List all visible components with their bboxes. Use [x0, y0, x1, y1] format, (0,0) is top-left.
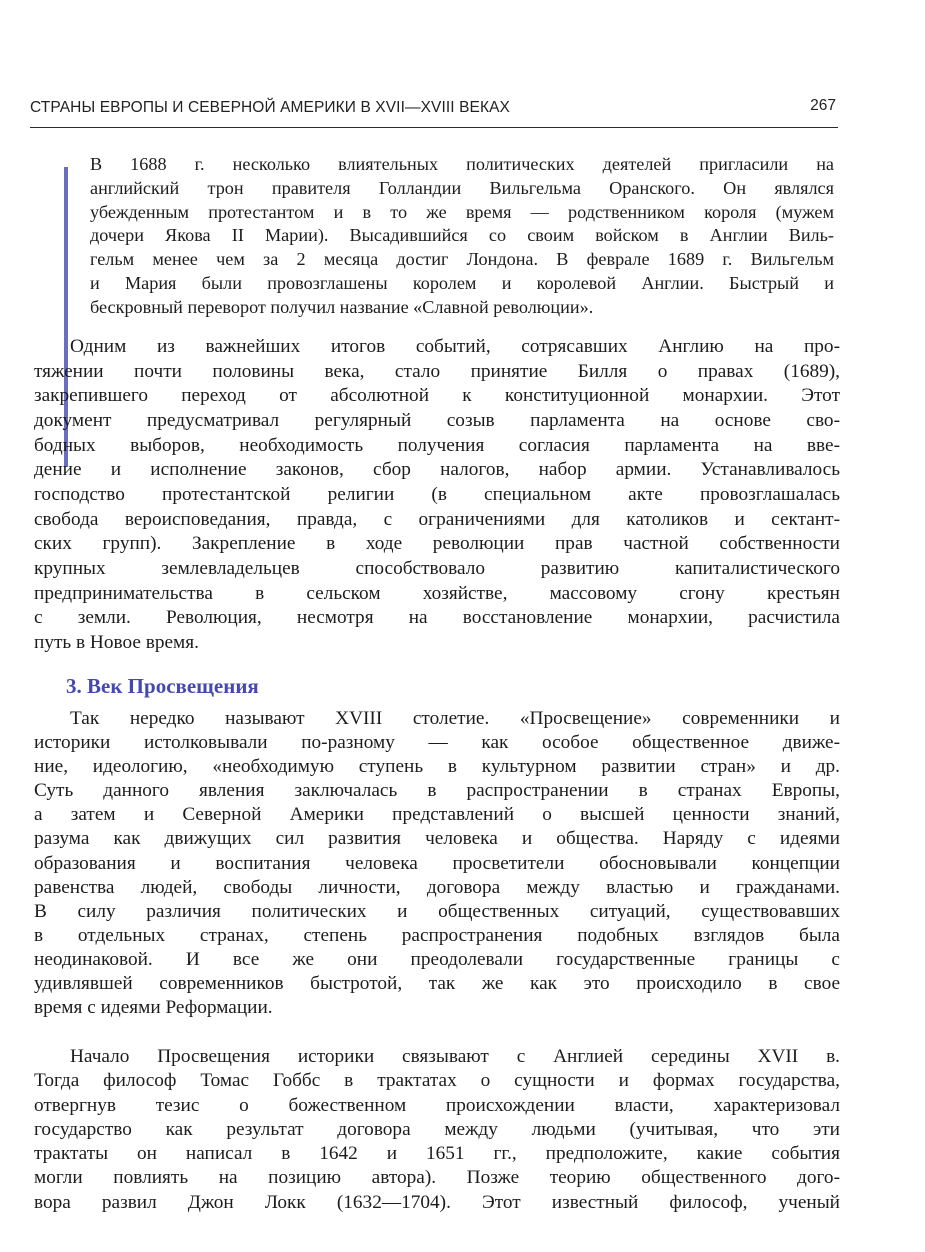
paragraph-line: Так нередко называют XVIII столетие. «Просвещение» современники и — [70, 708, 840, 729]
paragraph-line: историки истолковывали по-разному — как особое общественное движе- — [34, 732, 840, 754]
paragraph-bill-of-rights — [34, 335, 840, 656]
aside-line: бескровный переворот получил название «Славной революции». — [90, 296, 594, 317]
paragraph-line: крупных землевладельцев способствовало развитию капиталистического — [34, 557, 840, 579]
paragraph-line: бодных выборов, необходимость получения согласия парламента на вве- — [34, 434, 840, 456]
paragraph-line: ние, идеологию, «необходимую ступень в культурном развитии стран» и др. — [34, 756, 840, 778]
paragraph-line: Начало Просвещения историки связывают с Англией середины XVII в. — [70, 1046, 840, 1067]
paragraph-line: предпринимательства в сельском хозяйстве, массовому сгону крестьян — [34, 582, 840, 604]
paragraph-line: удивлявшей современников быстротой, так же как это происходило в свое — [34, 973, 840, 995]
page-number: 267 — [810, 97, 836, 114]
paragraph-line: разума как движущих сил развития человека и общества. Наряду с идеями — [34, 828, 840, 850]
paragraph-line: путь в Новое время. — [34, 631, 199, 653]
paragraph-line: неодинаковой. И все же они преодолевали государственные границы с — [34, 948, 840, 970]
paragraph-line: а затем и Северной Америки представлений о высшей ценности знаний, — [34, 804, 840, 826]
paragraph-line: закрепившего переход от абсолютной к конституционной монархии. Этот — [34, 385, 840, 407]
aside-line: убежденным протестантом и в то же время — родственником короля (мужем — [90, 201, 834, 222]
paragraph-line: Тогда философ Томас Гоббс в трактатах о сущности и формах государства, — [34, 1070, 840, 1092]
paragraph-line: документ предусматривал регулярный созыв парламента на основе сво- — [34, 409, 840, 431]
paragraph-line: вора развил Джон Локк (1632—1704). Этот известный философ, ученый — [34, 1191, 840, 1213]
paragraph-line: могли повлиять на позицию автора). Позже теорию общественного дого- — [34, 1167, 840, 1189]
paragraph-line: ских групп). Закрепление в ходе революции прав частной собственности — [34, 533, 840, 555]
paragraph-line: господство протестантской религии (в специальном акте провозглашалась — [34, 483, 840, 505]
paragraph-line: равенства людей, свободы личности, договора между властью и гражданами. — [34, 876, 840, 898]
paragraph-line: государство как результат договора между людьми (учитывая, что эти — [34, 1118, 840, 1140]
paragraph-enlightenment-origins — [34, 1045, 840, 1215]
aside-line: В 1688 г. несколько влиятельных политических деятелей пригласили на — [90, 154, 834, 174]
running-header-title: СТРАНЫ ЕВРОПЫ И СЕВЕРНОЙ АМЕРИКИ В XVII—XVIII ВЕКАХ — [30, 99, 510, 116]
paragraph-line: с земли. Революция, несмотря на восстановление монархии, расчистила — [34, 607, 840, 629]
aside-line: и Мария были провозглашены королем и королевой Англии. Быстрый и — [90, 272, 834, 293]
aside-line: английский трон правителя Голландии Вильгельма Оранского. Он являлся — [90, 177, 834, 198]
paragraph-line: в отдельных странах, степень распространения подобных взглядов была — [34, 924, 840, 946]
aside-line: гельм менее чем за 2 месяца достиг Лондона. В феврале 1689 г. Вильгельм — [90, 249, 834, 270]
paragraph-line: Суть данного явления заключалась в распространении в странах Европы, — [34, 780, 840, 802]
paragraph-line: свобода вероисповедания, правда, с ограничениями для католиков и сектант- — [34, 508, 840, 530]
paragraph-line: образования и воспитания человека просветители обосновывали концепции — [34, 852, 840, 874]
paragraph-line: трактаты он написал в 1642 и 1651 гг., предположите, какие события — [34, 1143, 840, 1165]
paragraph-line: В силу различия политических и общественных ситуаций, существовавших — [34, 900, 840, 922]
paragraph-line: время с идеями Реформации. — [34, 997, 273, 1019]
aside-text — [90, 153, 834, 320]
running-header — [30, 95, 838, 128]
aside-line: дочери Якова II Марии). Высадившийся со своим войском в Англии Виль- — [90, 225, 834, 246]
paragraph-line: отвергнув тезис о божественном происхождении власти, характеризовал — [34, 1094, 840, 1116]
paragraph-line: Одним из важнейших итогов событий, сотрясавших Англию на про- — [70, 336, 840, 357]
paragraph-enlightenment-intro — [34, 707, 840, 1020]
paragraph-line: тяжении почти половины века, стало принятие Билля о правах (1689), — [34, 360, 840, 382]
paragraph-line: дение и исполнение законов, сбор налогов, набор армии. Устанавливалось — [34, 459, 840, 481]
section-heading: 3. Век Просвещения — [66, 674, 259, 698]
